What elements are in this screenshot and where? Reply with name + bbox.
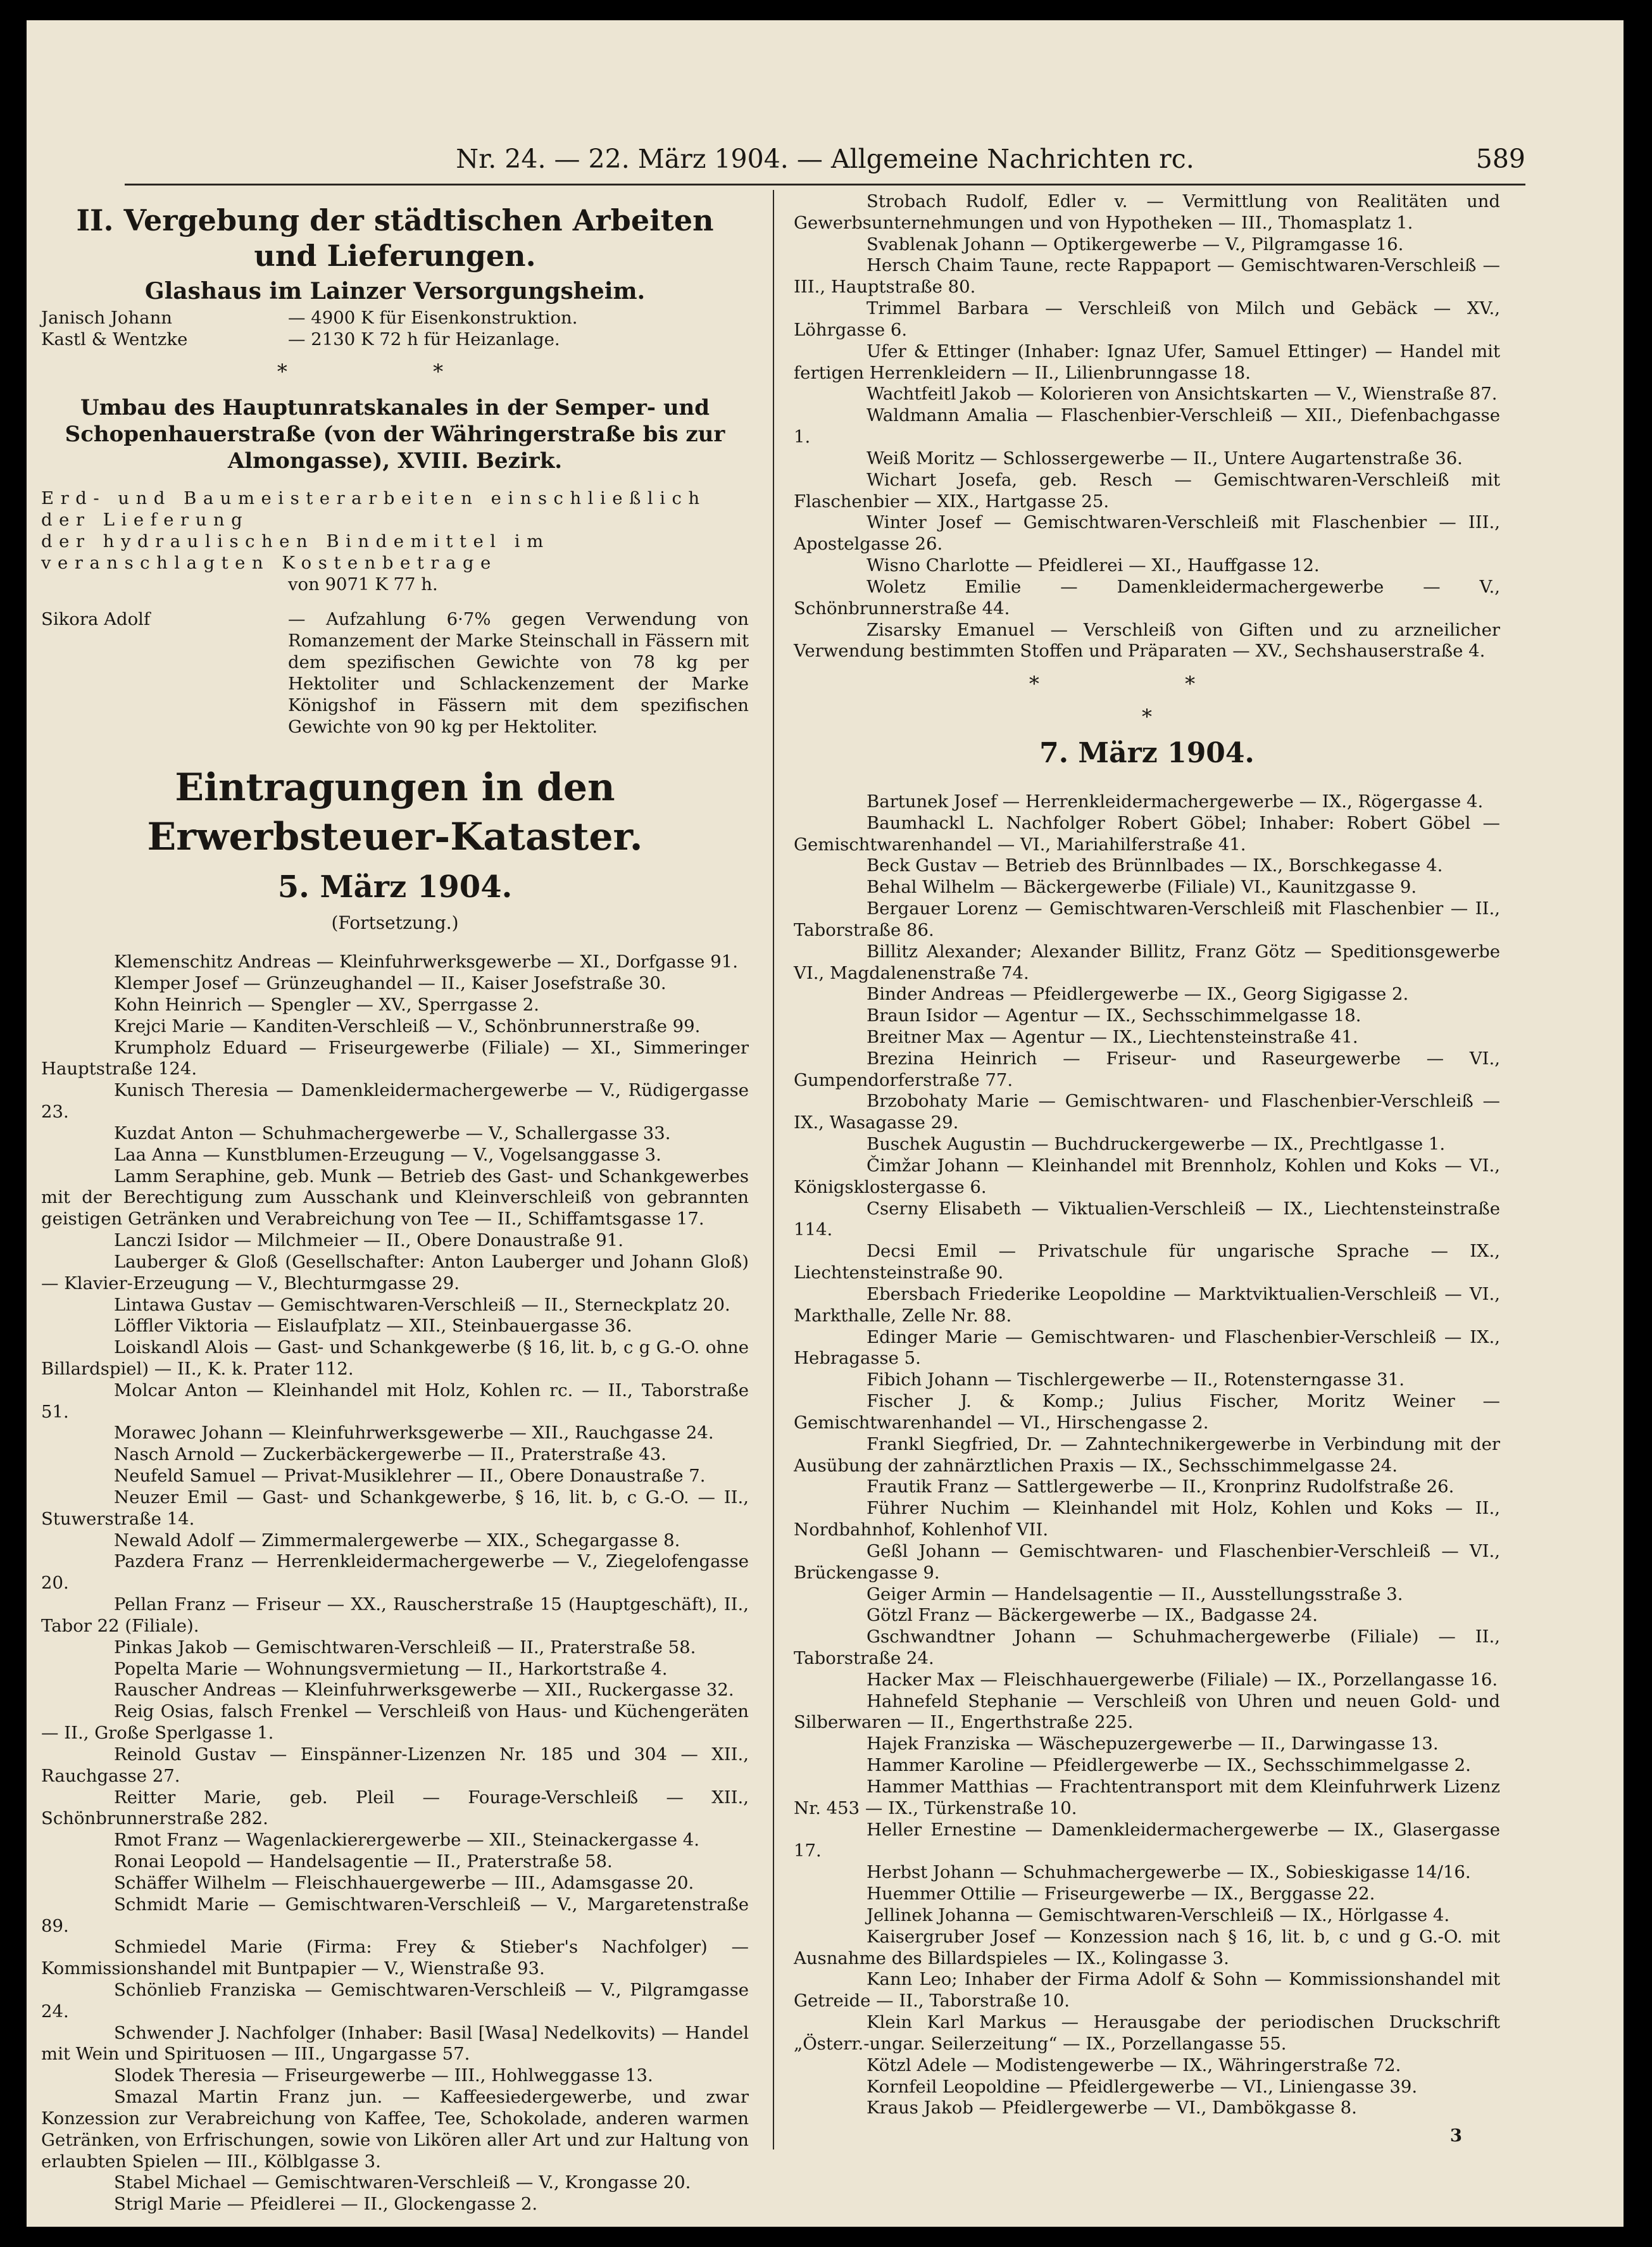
register-entry: Čimžar Johann — Kleinhandel mit Brennholz, Kohlen und Koks — VI., Königsklostergasse 6.: [794, 1155, 1500, 1197]
erd-line: Erd- und Baumeisterarbeiten einschließlich der Lieferung: [41, 488, 706, 531]
register-entry: Wisno Charlotte — Pfeidlerei — XI., Hauffgasse 12.: [867, 555, 1320, 576]
section-title-eintragungen: Eintragungen in den Erwerbsteuer-Kataster.: [147, 765, 643, 860]
erd-line: von 9071 K 77 h.: [288, 574, 438, 595]
register-entry: Pellan Franz — Friseur — XX., Rauscherstraße 15 (Hauptgeschäft), II., Tabor 22 (Filiale).: [41, 1594, 749, 1636]
register-entry: Brzobohaty Marie — Gemischtwaren- und Flaschenbier-Verschleiß — IX., Wasagasse 29.: [794, 1091, 1500, 1133]
register-entry: Reig Osias, falsch Frenkel — Verschleiß von Haus- und Küchengeräten — II., Große Sperlgasse 1.: [41, 1701, 749, 1744]
register-entry: Lauberger & Gloß (Gesellschafter: Anton Lauberger und Johann Gloß) — Klavier-Erzeugung — V., Blechturmgasse 29.: [41, 1251, 749, 1293]
register-entry: Billitz Alexander; Alexander Billitz, Franz Götz — Speditionsgewerbe VI., Magdalenenstraße 74.: [794, 941, 1500, 983]
register-entry: Kohn Heinrich — Spengler — XV., Sperrgasse 2.: [114, 994, 539, 1015]
register-entry: Frautik Franz — Sattlergewerbe — II., Kronprinz Rudolfstraße 26.: [867, 1476, 1455, 1497]
register-entry: Neufeld Samuel — Privat-Musiklehrer — II., Obere Donaustraße 7.: [114, 1466, 706, 1487]
register-entry: Binder Andreas — Pfeidlergewerbe — IX., Georg Sigigasse 2.: [867, 984, 1409, 1005]
register-entry: Krumpholz Eduard — Friseurgewerbe (Filiale) — XI., Simmeringer Hauptstraße 124.: [41, 1037, 749, 1079]
register-entry: Brezina Heinrich — Friseur- und Raseurgewerbe — VI., Gumpendorferstraße 77.: [794, 1048, 1500, 1090]
register-entry: Hersch Chaim Taune, recte Rappaport — Gemischtwaren-Verschleiß — III., Hauptstraße 80.: [794, 255, 1500, 298]
header-issue-line: Nr. 24. — 22. März 1904. — Allgemeine Nachrichten rc.: [456, 144, 1194, 174]
date-heading: 7. März 1904.: [1039, 736, 1255, 769]
register-entry: Lintawa Gustav — Gemischtwaren-Verschleiß — II., Sterneckplatz 20.: [114, 1294, 730, 1315]
register-entry: Behal Wilhelm — Bäckergewerbe (Filiale) VI., Kaunitzgasse 9.: [867, 877, 1417, 898]
register-entry: Schwender J. Nachfolger (Inhaber: Basil [Wasa] Nedelkovits) — Handel mit Wein und Spirituosen — III., Ungargasse 57.: [41, 2022, 749, 2065]
register-entry: Ufer & Ettinger (Inhaber: Ignaz Ufer, Samuel Ettinger) — Handel mit fertigen Herrenkleidern — II., Lilienbrunngasse 18.: [794, 341, 1500, 383]
register-entry: Schäffer Wilhelm — Fleischhauergewerbe — III., Adamsgasse 20.: [114, 1872, 694, 1893]
register-entry: Klein Karl Markus — Herausgabe der periodischen Druckschrift „Österr.-ungar. Seilerzeitung“ — IX., Porzellangasse 55.: [794, 2012, 1500, 2054]
register-entry: Strobach Rudolf, Edler v. — Vermittlung von Realitäten und Gewerbsunternehmungen und von Hypotheken — III., Thomasplatz 1.: [794, 191, 1500, 233]
register-entry: Schönlieb Franziska — Gemischtwaren-Verschleiß — V., Pilgramgasse 24.: [41, 1980, 749, 2022]
register-entry: Laa Anna — Kunstblumen-Erzeugung — V., Vogelsanggasse 3.: [114, 1144, 661, 1165]
register-entries: [794, 191, 1500, 662]
register-entry: Klemenschitz Andreas — Kleinfuhrwerksgewerbe — XI., Dorfgasse 91.: [114, 952, 738, 972]
right-column: [794, 191, 1500, 2147]
register-entry: Kötzl Adele — Modistengewerbe — IX., Währingerstraße 72.: [867, 2055, 1401, 2075]
register-entry: Kornfeil Leopoldine — Pfeidlergewerbe — VI., Liniengasse 39.: [867, 2076, 1418, 2097]
register-entry: Kraus Jakob — Pfeidlergewerbe — VI., Dambökgasse 8.: [867, 2098, 1357, 2118]
register-entries: [794, 791, 1500, 2119]
separator-stars: * *: [277, 360, 513, 384]
register-entry: Bartunek Josef — Herrenkleidermachergewerbe — IX., Rögergasse 4.: [867, 791, 1484, 812]
register-entry: Rmot Franz — Wagenlackierergewerbe — XII., Steinackergasse 4.: [114, 1830, 699, 1851]
register-entry: Fibich Johann — Tischlergewerbe — II., Rotensterngasse 31.: [867, 1369, 1405, 1390]
glashaus-heading: Glashaus im Lainzer Versorgungsheim.: [144, 278, 646, 305]
contractor-name: Sikora Adolf: [41, 609, 151, 630]
newspaper-page: [27, 20, 1624, 2227]
register-entry: Kunisch Theresia — Damenkleidermachergewerbe — V., Rüdigergasse 23.: [41, 1080, 749, 1123]
register-entry: Jellinek Johanna — Gemischtwaren-Verschleiß — IX., Hörlgasse 4.: [867, 1904, 1450, 1925]
register-entry: Ronai Leopold — Handelsagentie — II., Praterstraße 58.: [114, 1851, 613, 1872]
column-divider: [773, 190, 774, 2149]
register-entry: Gschwandtner Johann — Schuhmachergewerbe (Filiale) — II., Taborstraße 24.: [794, 1627, 1500, 1668]
glashaus-row: [41, 329, 749, 351]
glashaus-row: [41, 308, 749, 329]
register-entry: Nasch Arnold — Zuckerbäckergewerbe — II., Praterstraße 43.: [114, 1444, 666, 1465]
contract-detail: — Aufzahlung 6·7% gegen Verwendung von Romanzement der Marke Steinschall in Fässern mit dem spezifischen Gewichte von 78 kg per Hektoliter und Schlackenzement der Marke Königshof in Fässern mit dem spezifischen Gewichte von 90 kg per Hektoliter.: [288, 609, 749, 737]
register-entry: Neuzer Emil — Gast- und Schankgewerbe, § 16, lit. b, c G.-O. — II., Stuwerstraße 14.: [41, 1487, 749, 1529]
register-entry: Buschek Augustin — Buchdruckergewerbe — IX., Prechtlgasse 1.: [867, 1134, 1446, 1155]
register-entry: Loiskandl Alois — Gast- und Schankgewerbe (§ 16, lit. b, c g G.-O. ohne Billardspiel) — II., K. k. Prater 112.: [41, 1337, 749, 1379]
register-entry: Popelta Marie — Wohnungsvermietung — II., Harkortstraße 4.: [114, 1658, 668, 1679]
register-entry: Baumhackl L. Nachfolger Robert Göbel; Inhaber: Robert Göbel — Gemischtwarenhandel — VI., Mariahilferstraße 41.: [794, 812, 1500, 855]
register-entry: Smazal Martin Franz jun. — Kaffeesiedergewerbe, und zwar Konzession zur Verabreichung von Kaffee, Tee, Schokolade, anderen warmen Getränken, von Erfrischungen, sowie von Likören aller Art und zur Haltung von erlaubten Spielen — III., Kölblgasse 3.: [41, 2087, 749, 2172]
register-entry: Lanczi Isidor — Milchmeier — II., Obere Donaustraße 91.: [114, 1230, 624, 1251]
register-entry: Krejci Marie — Kanditen-Verschleiß — V., Schönbrunnerstraße 99.: [114, 1016, 701, 1036]
separator-star: *: [1142, 705, 1152, 729]
contractor-name: Kastl & Wentzke: [41, 329, 188, 349]
register-entry: Götzl Franz — Bäckergewerbe — IX., Badgasse 24.: [867, 1605, 1318, 1626]
page-number: 589: [1475, 144, 1525, 174]
register-entry: Woletz Emilie — Damenkleidermachergewerbe — V., Schönbrunnerstraße 44.: [794, 576, 1500, 619]
register-entry: Schmiedel Marie (Firma: Frey & Stieber's Nachfolger) — Kommissionshandel mit Buntpapier — V., Wienstraße 93.: [41, 1937, 749, 1979]
register-entry: Newald Adolf — Zimmermalergewerbe — XIX., Schegargasse 8.: [114, 1530, 680, 1551]
register-entry: Trimmel Barbara — Verschleiß von Milch und Gebäck — XV., Löhrgasse 6.: [794, 298, 1500, 340]
left-column: [41, 191, 749, 2215]
register-entry: Kuzdat Anton — Schuhmachergewerbe — V., Schallergasse 33.: [114, 1123, 671, 1143]
register-entry: Hammer Matthias — Frachtentransport mit dem Kleinfuhrwerk Lizenz Nr. 453 — IX., Türkenstraße 10.: [794, 1776, 1500, 1818]
register-entry: Geiger Armin — Handelsagentie — II., Ausstellungsstraße 3.: [867, 1583, 1403, 1604]
section-title-vergebung: II. Vergebung der städtischen Arbeiten und Lieferungen.: [76, 203, 714, 273]
register-entry: Cserny Elisabeth — Viktualien-Verschleiß — IX., Liechtensteinstraße 114.: [794, 1198, 1500, 1240]
register-entry: Heller Ernestine — Damenkleidermachergewerbe — IX., Glasergasse 17.: [794, 1819, 1500, 1861]
date-heading: 5. März 1904.: [277, 869, 513, 905]
register-entry: Lamm Seraphine, geb. Munk — Betrieb des Gast- und Schankgewerbes mit der Berechtigung zum Ausschank und Kleinverschleiß von gebrannten geistigen Getränken und Verabreichung von Tee — II., Schiffamtsgasse 17.: [41, 1166, 749, 1230]
register-entry: Huemmer Ottilie — Friseurgewerbe — IX., Berggasse 22.: [867, 1884, 1375, 1904]
register-entry: Wichart Josefa, geb. Resch — Gemischtwaren-Verschleiß mit Flaschenbier — XIX., Hartgasse 25.: [794, 469, 1500, 512]
register-entry: Slodek Theresia — Friseurgewerbe — III., Hohlweggasse 13.: [114, 2065, 653, 2086]
register-entry: Löffler Viktoria — Eislaufplatz — XII., Steinbauergasse 36.: [114, 1316, 632, 1337]
register-entry: Bergauer Lorenz — Gemischtwaren-Verschleiß mit Flaschenbier — II., Taborstraße 86.: [794, 898, 1500, 940]
contract-detail: — 4900 K für Eisenkonstruktion.: [288, 307, 578, 328]
register-entry: Hajek Franziska — Wäschepuzergewerbe — II., Darwingasse 13.: [867, 1734, 1439, 1754]
register-entry: Stabel Michael — Gemischtwaren-Verschleiß — V., Krongasse 20.: [114, 2172, 691, 2193]
register-entries: [41, 952, 749, 2215]
register-entry: Zisarsky Emanuel — Verschleiß von Giften und zu arzneilicher Verwendung bestimmten Stoffen und Präparaten — XV., Sechshauserstraße 4.: [794, 619, 1500, 662]
register-entry: Geßl Johann — Gemischtwaren- und Flaschenbier-Verschleiß — VI., Brückengasse 9.: [794, 1540, 1500, 1583]
register-entry: Kaisergruber Josef — Konzession nach § 16, lit. b, c und g G.-O. mit Ausnahme des Billardspieles — IX., Kolingasse 3.: [794, 1926, 1500, 1968]
header-rule: [125, 184, 1525, 186]
register-entry: Frankl Siegfried, Dr. — Zahntechnikergewerbe in Verbindung mit der Ausübung der zahnärztlichen Praxis — IX., Sechsschimmelgasse 24.: [794, 1433, 1500, 1476]
register-entry: Waldmann Amalia — Flaschenbier-Verschleiß — XII., Diefenbachgasse 1.: [794, 405, 1500, 448]
erd-line: der hydraulischen Bindemittel im veranschlagten Kostenbetrage: [41, 531, 550, 573]
contract-detail: — 2130 K 72 h für Heizanlage.: [288, 329, 560, 349]
register-entry: Weiß Moritz — Schlossergewerbe — II., Untere Augartenstraße 36.: [867, 448, 1463, 469]
register-entry: Pinkas Jakob — Gemischtwaren-Verschleiß — II., Praterstraße 58.: [114, 1637, 696, 1658]
signature-mark: 3: [1449, 2125, 1462, 2146]
register-entry: Svablenak Johann — Optikergewerbe — V., Pilgramgasse 16.: [867, 234, 1404, 255]
contractor-name: Janisch Johann: [41, 307, 173, 328]
register-entry: Wachtfeitl Jakob — Kolorieren von Ansichtskarten — V., Wienstraße 87.: [867, 384, 1498, 405]
register-entry: Decsi Emil — Privatschule für ungarische Sprache — IX., Liechtensteinstraße 90.: [794, 1241, 1500, 1283]
register-entry: Ebersbach Friederike Leopoldine — Marktviktualien-Verschleiß — VI., Markthalle, Zelle Nr. 88.: [794, 1283, 1500, 1326]
register-entry: Hammer Karoline — Pfeidlergewerbe — IX., Sechsschimmelgasse 2.: [867, 1755, 1471, 1776]
register-entry: Reinold Gustav — Einspänner-Lizenzen Nr. 185 und 304 — XII., Rauchgasse 27.: [41, 1744, 749, 1786]
register-entry: Schmidt Marie — Gemischtwaren-Verschleiß — V., Margaretenstraße 89.: [41, 1894, 749, 1936]
register-entry: Hacker Max — Fleischhauergewerbe (Filiale) — IX., Porzellangasse 16.: [867, 1669, 1498, 1690]
register-entry: Strigl Marie — Pfeidlerei — II., Glockengasse 2.: [114, 2194, 538, 2215]
register-entry: Klemper Josef — Grünzeughandel — II., Kaiser Josefstraße 30.: [114, 973, 666, 994]
register-entry: Braun Isidor — Agentur — IX., Sechsschimmelgasse 18.: [867, 1005, 1361, 1026]
register-entry: Hahnefeld Stephanie — Verschleiß von Uhren und neuen Gold- und Silberwaren — II., Engerthstraße 225.: [794, 1690, 1500, 1733]
sikora-row: [41, 609, 749, 738]
continuation-note: (Fortsetzung.): [331, 912, 459, 934]
register-entry: Fischer J. & Komp.; Julius Fischer, Moritz Weiner — Gemischtwarenhandel — VI., Hirschengasse 2.: [794, 1391, 1500, 1433]
register-entry: Reitter Marie, geb. Pleil — Fourage-Verschleiß — XII., Schönbrunnerstraße 282.: [41, 1787, 749, 1829]
register-entry: Führer Nuchim — Kleinhandel mit Holz, Kohlen und Koks — II., Nordbahnhof, Kohlenhof VII.: [794, 1498, 1500, 1540]
register-entry: Pazdera Franz — Herrenkleidermachergewerbe — V., Ziegelofengasse 20.: [41, 1551, 749, 1594]
register-entry: Breitner Max — Agentur — IX., Liechtensteinstraße 41.: [867, 1026, 1358, 1047]
register-entry: Winter Josef — Gemischtwaren-Verschleiß mit Flaschenbier — III., Apostelgasse 26.: [794, 512, 1500, 555]
register-entry: Rauscher Andreas — Kleinfuhrwerksgewerbe — XII., Ruckergasse 32.: [114, 1680, 734, 1701]
umbau-heading: Umbau des Hauptunratskanales in der Semper- und Schopenhauerstraße (von der Währingerstraße bis zur Almongasse), XVIII. Bezirk.: [65, 395, 725, 474]
register-entry: Kann Leo; Inhaber der Firma Adolf & Sohn — Kommissionshandel mit Getreide — II., Taborstraße 10.: [794, 1969, 1500, 2011]
register-entry: Molcar Anton — Kleinhandel mit Holz, Kohlen rc. — II., Taborstraße 51.: [41, 1380, 749, 1422]
separator-stars: * *: [1029, 672, 1265, 696]
register-entry: Beck Gustav — Betrieb des Brünnlbades — IX., Borschkegasse 4.: [867, 855, 1443, 876]
register-entry: Morawec Johann — Kleinfuhrwerksgewerbe — XII., Rauchgasse 24.: [114, 1423, 714, 1444]
register-entry: Edinger Marie — Gemischtwaren- und Flaschenbier-Verschleiß — IX., Hebragasse 5.: [794, 1326, 1500, 1369]
register-entry: Herbst Johann — Schuhmachergewerbe — IX., Sobieskigasse 14/16.: [867, 1862, 1471, 1883]
